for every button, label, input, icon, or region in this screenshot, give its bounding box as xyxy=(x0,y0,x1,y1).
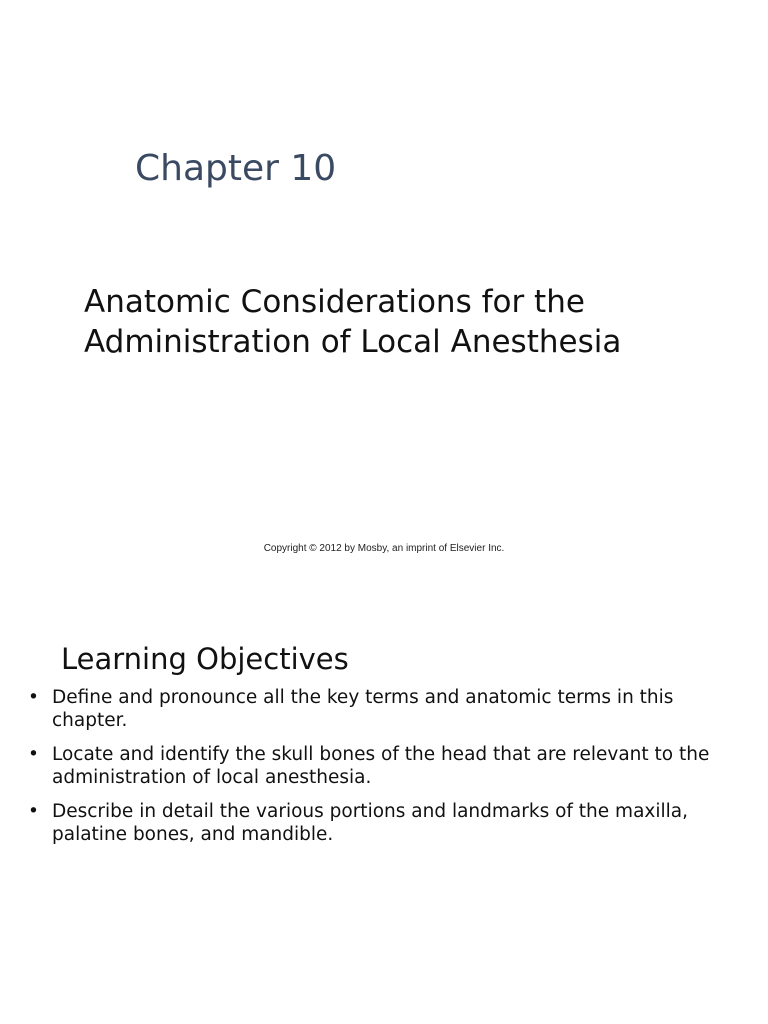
objective-line-2: palatine bones, and mandible. xyxy=(52,824,334,845)
bullet-icon: • xyxy=(28,744,39,765)
subtitle-line-1: Anatomic Considerations for the xyxy=(84,284,585,320)
copyright-notice: Copyright © 2012 by Mosby, an imprint of Elsevier Inc. xyxy=(263,543,505,554)
bullet-icon: • xyxy=(28,687,39,708)
objective-line-2: chapter. xyxy=(52,710,128,731)
objectives-list xyxy=(28,686,748,857)
objective-line-1: Define and pronounce all the key terms and anatomic terms in this xyxy=(52,687,674,708)
objective-line-1: Describe in detail the various portions and landmarks of the maxilla, xyxy=(52,801,688,822)
list-item xyxy=(28,743,748,789)
learning-objectives-title: Learning Objectives xyxy=(61,642,349,676)
chapter-subtitle xyxy=(84,282,744,362)
subtitle-line-2: Administration of Local Anesthesia xyxy=(84,324,622,360)
list-item xyxy=(28,800,748,846)
objective-line-2: administration of local anesthesia. xyxy=(52,767,372,788)
objective-line-1: Locate and identify the skull bones of the head that are relevant to the xyxy=(52,744,710,765)
chapter-title: Chapter 10 xyxy=(135,148,337,189)
list-item xyxy=(28,686,748,732)
learning-objectives-slide xyxy=(0,600,768,1024)
bullet-icon: • xyxy=(28,801,39,822)
